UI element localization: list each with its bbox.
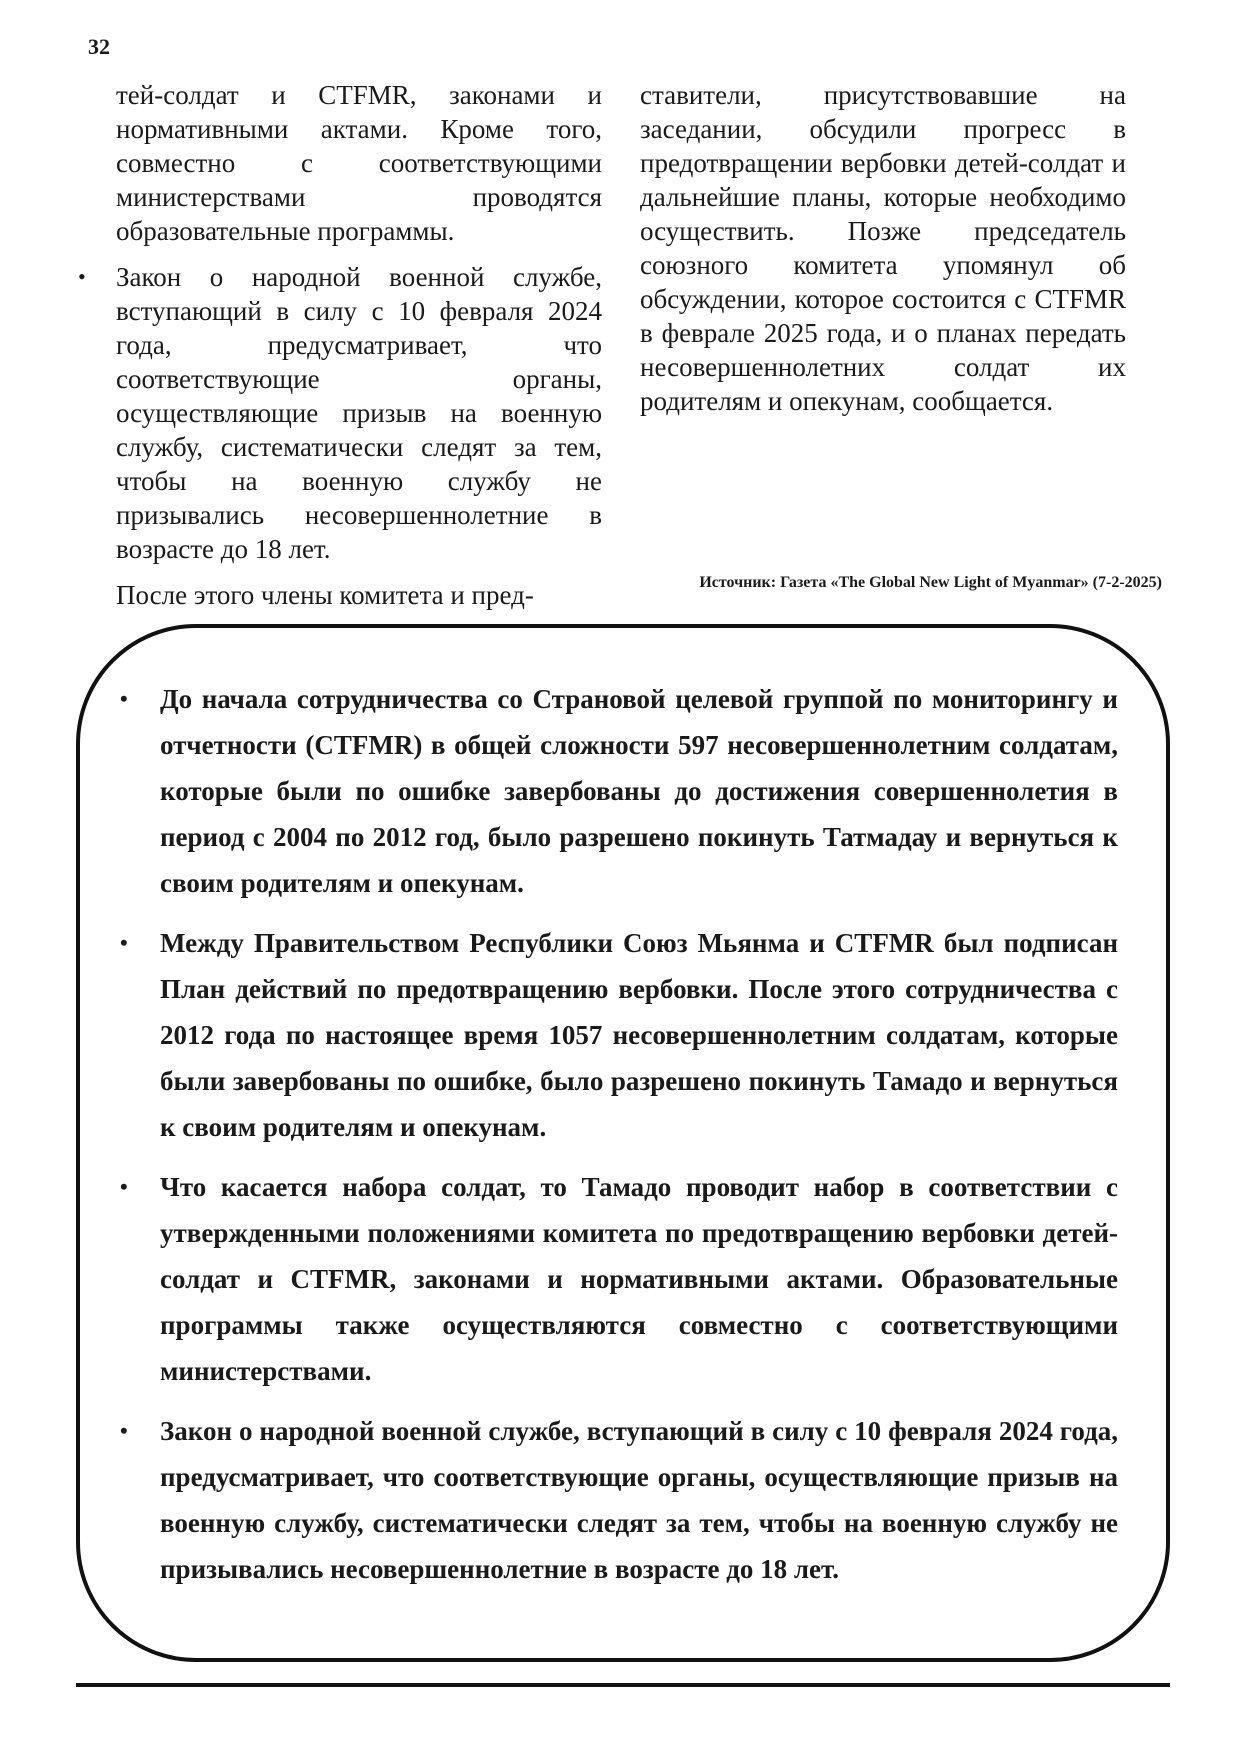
left-paragraph-after: После этого члены комитета и пред- — [116, 580, 534, 610]
right-paragraph-continuation: ставители, присутствовавшие на заседании, обсудили прогресс в предотвращении вербовки детей-солдат и дальнейшие планы, которые необходимо осуществить. Позже председатель союзного комитета упомянул об обсуждении, которое состоится с CTFMR в феврале 2025 года, и о планах передать несовершеннолетних солдат их родителям и опекунам, сообщается. — [640, 80, 1126, 416]
bullet-icon: • — [120, 1418, 128, 1443]
summary-list — [120, 676, 1118, 1606]
source-citation: Источник: Газета «The Global New Light of Myanmar» (7-2-2025) — [699, 574, 1162, 591]
summary-list-item — [120, 676, 1118, 906]
left-column — [78, 78, 602, 612]
left-bullet-text: Закон о народной военной службе, вступающий в силу с 10 февраля 2024 года, предусматривает, что соответствующие органы, осуществляющие призыв на военную службу, систематически следят за тем, чтобы на военную службу не призывались несовершеннолетние в возрасте до 18 лет. — [116, 262, 602, 564]
left-bullet-item — [78, 260, 602, 566]
bullet-icon: • — [120, 686, 128, 711]
page-number: 32 — [88, 34, 110, 59]
summary-list-item — [120, 1164, 1118, 1394]
summary-item-text: Закон о народной военной службе, вступающий в силу с 10 февраля 2024 года, предусматривает, что соответствующие органы, осуществляющие призыв на военную службу, систематически следят за тем, чтобы на военную службу не призывались несовершеннолетние в возрасте до 18 лет. — [160, 1416, 1118, 1584]
summary-box — [76, 624, 1170, 1662]
bullet-icon: • — [120, 930, 128, 955]
bullet-icon: • — [120, 1174, 128, 1199]
right-column — [640, 78, 1126, 418]
summary-list-item — [120, 1408, 1118, 1592]
summary-item-text: Что касается набора солдат, то Тамадо проводит набор в соответствии с утвержденными положениями комитета по предотвращению вербовки детей-солдат и CTFMR, законами и нормативными актами. Образовательные программы также осуществляются совместно с соответствующими министерствами. — [160, 1172, 1118, 1386]
summary-list-item — [120, 920, 1118, 1150]
left-paragraph-continuation: тей-солдат и CTFMR, законами и нормативными актами. Кроме того, совместно с соответствующими министерствами проводятся образовательные программы. — [116, 80, 602, 246]
summary-item-text: Между Правительством Республики Союз Мьянма и CTFMR был подписан План действий по предотвращению вербовки. После этого сотрудничества с 2012 года по настоящее время 1057 несовершеннолетним солдатам, которые были завербованы по ошибке, было разрешено покинуть Тамадо и вернуться к своим родителям и опекунам. — [160, 928, 1118, 1142]
summary-item-text: До начала сотрудничества со Страновой целевой группой по мониторингу и отчетности (CTFMR) в общей сложности 597 несовершеннолетним солдатам, которые были по ошибке завербованы до достижения совершеннолетия в период с 2004 по 2012 год, было разрешено покинуть Татмадау и вернуться к своим родителям и опекунам. — [160, 684, 1118, 898]
bullet-icon: • — [78, 264, 86, 289]
bottom-divider — [76, 1683, 1170, 1687]
